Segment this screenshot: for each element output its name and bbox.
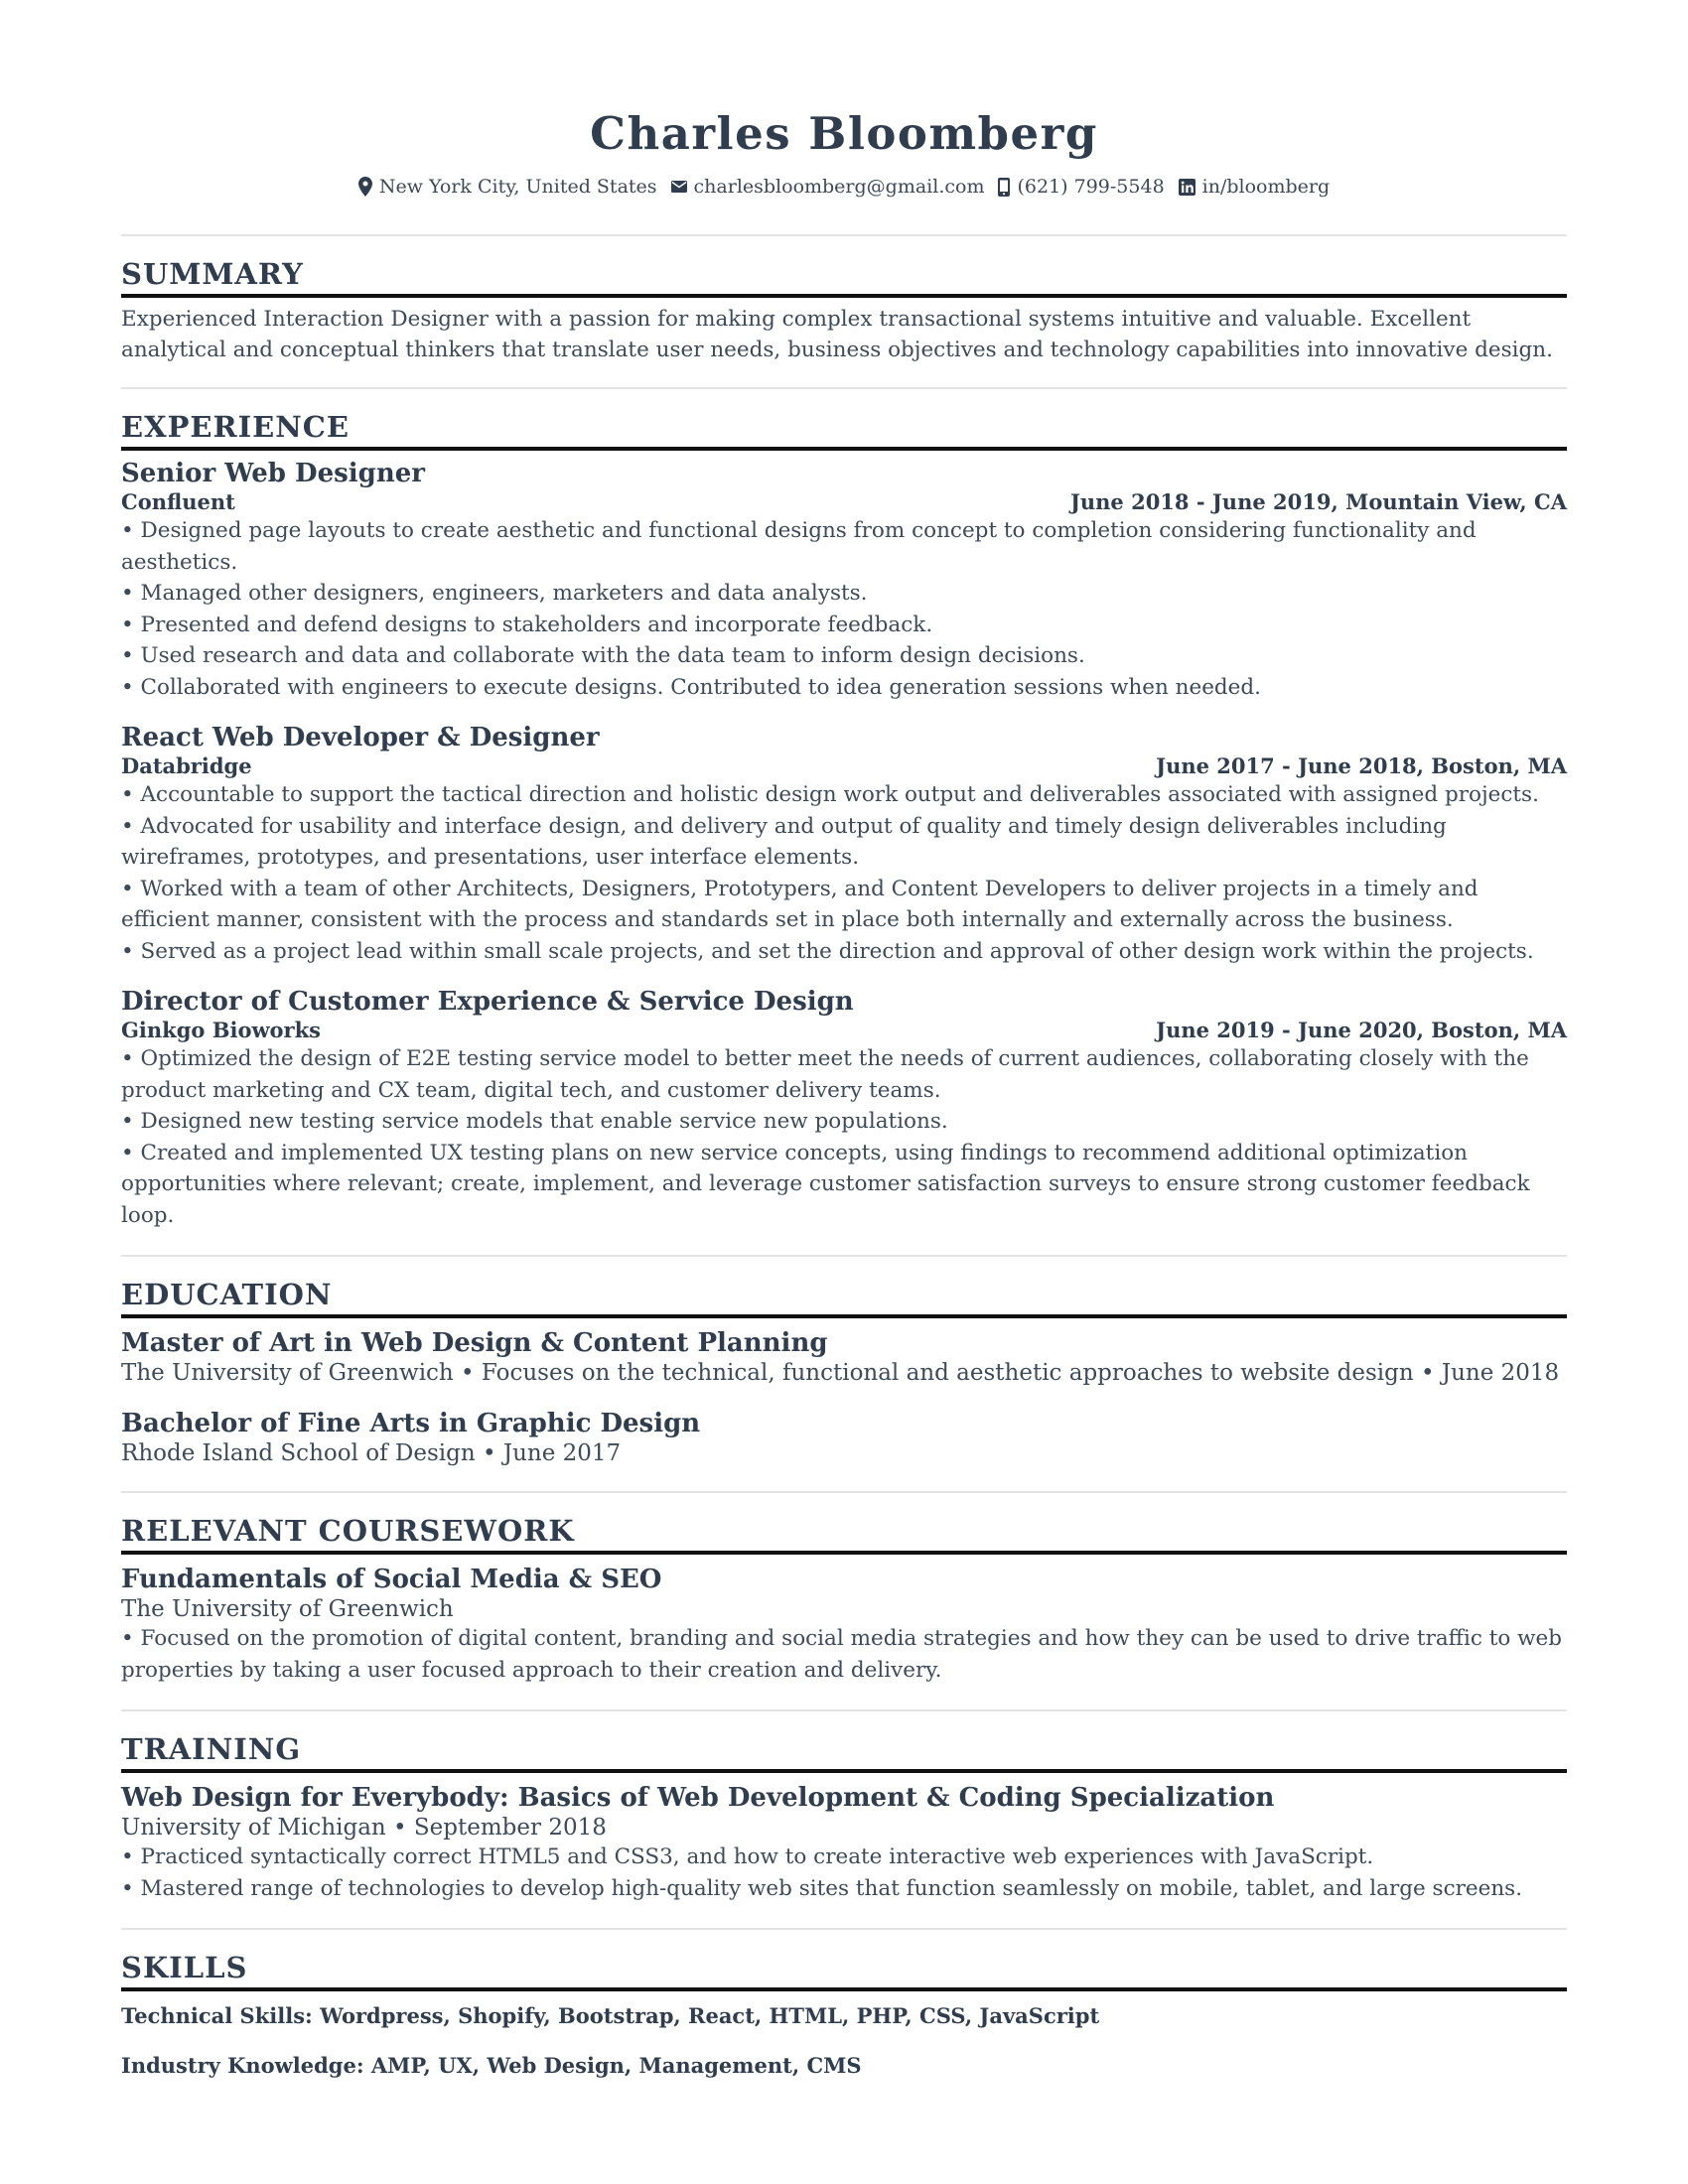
training-title: Web Design for Everybody: Basics of Web Development & Coding Specialization [121,1783,1275,1813]
training-details: University of Michigan • September 2018 [121,1815,607,1841]
degree-details: Rhode Island School of Design • June 2017 [121,1440,622,1466]
linkedin-item[interactable] [1179,173,1331,201]
education-entry [121,1409,1567,1467]
education-entry [121,1328,1567,1387]
location-item [358,173,657,201]
course-entry [121,1565,1567,1686]
mobile-phone-icon [998,178,1010,197]
divider [121,1491,1567,1493]
job-meta [121,1018,1567,1043]
job-bullet: • Served as a project lead within small scale projects, and set the direction and approval of other design work within the projects. [121,938,1534,964]
candidate-name: Charles Bloomberg [590,107,1098,160]
job-bullet: • Accountable to support the tactical direction and holistic design work output and deliverables associated with assigned projects. [121,782,1539,807]
experience-section [121,409,1567,1231]
job-title: Director of Customer Experience & Service Design [121,987,854,1017]
divider [121,234,1567,236]
job-bullet: • Managed other designers, engineers, marketers and data analysts. [121,581,868,606]
job-bullet: • Collaborated with engineers to execute designs. Contributed to idea generation sessions when needed. [121,674,1262,700]
email-item[interactable] [671,173,985,201]
divider [121,1255,1567,1257]
divider [121,1709,1567,1711]
course-school: The University of Greenwich [121,1596,454,1622]
education-section [121,1277,1567,1467]
email-icon [671,181,687,193]
section-rule [121,1551,1567,1555]
location-text: New York City, United States [378,176,657,198]
job-bullet: • Presented and defend designs to stakeholders and incorporate feedback. [121,612,933,637]
divider [121,387,1567,389]
section-rule [121,1314,1567,1318]
industry-knowledge: Industry Knowledge: AMP, UX, Web Design, Management, CMS [121,2053,862,2078]
experience-heading: EXPERIENCE [121,410,350,444]
course-bullet: • Focused on the promotion of digital content, branding and social media strategies and how they can be used to drive traffic to web properties by taking a user focused approach to their creation and delivery. [121,1626,1562,1683]
map-pin-icon [358,177,372,197]
degree-title: Master of Art in Web Design & Content Planning [121,1328,828,1358]
degree-title: Bachelor of Fine Arts in Graphic Design [121,1409,701,1438]
divider [121,1928,1567,1930]
job-entry [121,459,1567,703]
email-link[interactable]: charlesbloomberg@gmail.com [693,176,985,198]
phone-item[interactable] [998,173,1164,201]
job-meta [121,753,1567,779]
job-dates: June 2017 - June 2018, Boston, MA [1156,753,1567,778]
section-rule [121,294,1567,298]
job-entry [121,723,1567,967]
summary-heading: SUMMARY [121,257,304,291]
education-heading: EDUCATION [121,1278,333,1311]
training-heading: TRAINING [121,1732,302,1766]
training-bullet: • Practiced syntactically correct HTML5 and CSS3, and how to create interactive web experiences with JavaScript. [121,1844,1374,1869]
job-entry [121,987,1567,1231]
job-dates: June 2018 - June 2019, Mountain View, CA [1069,489,1567,514]
job-title: React Web Developer & Designer [121,723,600,752]
linkedin-icon [1179,179,1196,196]
job-dates: June 2019 - June 2020, Boston, MA [1156,1018,1567,1042]
section-rule [121,447,1567,451]
coursework-section [121,1513,1567,1686]
job-bullet: • Worked with a team of other Architects, Designers, Prototypers, and Content Developers to deliver projects in a timely and efficient manner, consistent with the process and standards set in place both internally and externally across the business. [121,876,1478,932]
linkedin-link[interactable]: in/bloomberg [1201,176,1331,198]
section-rule [121,1987,1567,1991]
training-section [121,1731,1567,1904]
job-bullet: • Designed page layouts to create aesthetic and functional designs from concept to completion considering functionality and aesthetics. [121,518,1477,575]
training-entry [121,1783,1567,1904]
job-bullet: • Optimized the design of E2E testing service model to better meet the needs of current audiences, collaborating closely with the product marketing and CX team, digital tech, and customer delivery teams. [121,1046,1529,1103]
job-bullet: • Created and implemented UX testing plans on new service concepts, using findings to recommend additional optimization opportunities where relevant; create, implement, and leverage customer satisfaction surveys to ensure strong customer feedback loop. [121,1140,1530,1228]
summary-text: Experienced Interaction Designer with a passion for making complex transactional systems intuitive and valuable. Excellent analytical and conceptual thinkers that translate user needs, business objectives and technology capabilities into innovative design. [121,307,1553,362]
job-bullet: • Advocated for usability and interface design, and delivery and output of quality and timely design deliverables including wireframes, prototypes, and presentations, user interface elements. [121,813,1447,870]
job-company: Databridge [121,753,252,778]
contact-bar [121,173,1567,201]
skills-heading: SKILLS [121,1951,248,1984]
job-meta [121,489,1567,515]
job-company: Confluent [121,489,235,514]
job-bullet: • Designed new testing service models that enable service new populations. [121,1109,948,1134]
summary-section [121,256,1567,365]
training-bullet: • Mastered range of technologies to develop high-quality web sites that function seamlessly on mobile, tablet, and large screens. [121,1875,1523,1901]
phone-text[interactable]: (621) 799-5548 [1017,176,1165,198]
course-title: Fundamentals of Social Media & SEO [121,1565,662,1594]
job-title: Senior Web Designer [121,459,425,488]
job-bullet: • Used research and data and collaborate with the data team to inform design decisions. [121,643,1085,668]
section-rule [121,1769,1567,1773]
job-company: Ginkgo Bioworks [121,1018,321,1042]
skills-section [121,1950,1567,2081]
coursework-heading: RELEVANT COURSEWORK [121,1514,575,1548]
degree-details: The University of Greenwich • Focuses on the technical, functional and aesthetic approaches to website design • June 2018 [121,1360,1560,1386]
technical-skills: Technical Skills: Wordpress, Shopify, Bootstrap, React, HTML, PHP, CSS, JavaScript [121,2003,1100,2028]
